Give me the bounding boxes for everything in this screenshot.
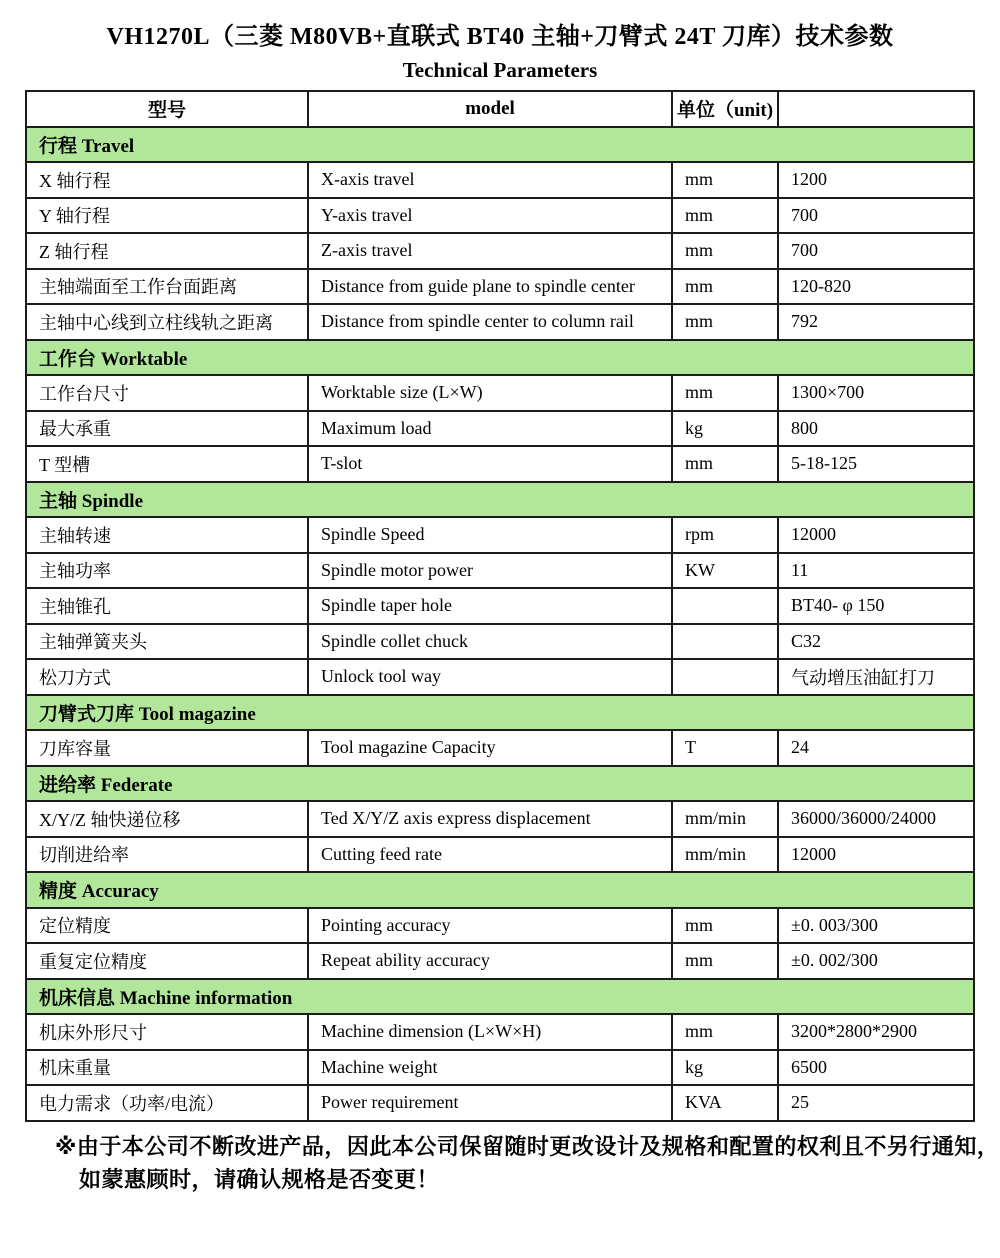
table-body [26, 127, 974, 1121]
row-value: 5-18-125 [778, 446, 974, 482]
table-row [26, 837, 974, 873]
section-header-label: 机床信息 Machine information [26, 979, 974, 1015]
row-label-cn: 刀库容量 [26, 730, 308, 766]
row-unit: rpm [672, 517, 778, 553]
section-header-row [26, 766, 974, 802]
row-label-cn: 主轴锥孔 [26, 588, 308, 624]
row-label-cn: 主轴转速 [26, 517, 308, 553]
section-header-row [26, 872, 974, 908]
section-header-label: 工作台 Worktable [26, 340, 974, 376]
table-row [26, 233, 974, 269]
row-unit: mm [672, 908, 778, 944]
row-unit [672, 624, 778, 660]
row-value: C32 [778, 624, 974, 660]
row-unit: mm [672, 269, 778, 305]
row-label-en: Ted X/Y/Z axis express displacement [308, 801, 672, 837]
row-value: 3200*2800*2900 [778, 1014, 974, 1050]
row-value: 6500 [778, 1050, 974, 1086]
row-label-en: Pointing accuracy [308, 908, 672, 944]
row-unit: T [672, 730, 778, 766]
row-unit: mm [672, 943, 778, 979]
row-label-en: Cutting feed rate [308, 837, 672, 873]
table-row [26, 908, 974, 944]
page-subtitle: Technical Parameters [402, 58, 598, 82]
row-value: 25 [778, 1085, 974, 1121]
row-label-cn: 重复定位精度 [26, 943, 308, 979]
row-label-en: Maximum load [308, 411, 672, 447]
row-label-en: Spindle collet chuck [308, 624, 672, 660]
row-label-en: X-axis travel [308, 162, 672, 198]
table-row [26, 375, 974, 411]
table-row [26, 1014, 974, 1050]
table-header-row [26, 91, 974, 127]
table-row [26, 411, 974, 447]
row-value: 700 [778, 233, 974, 269]
row-unit: KVA [672, 1085, 778, 1121]
table-row [26, 624, 974, 660]
row-label-cn: T 型槽 [26, 446, 308, 482]
row-label-en: Spindle motor power [308, 553, 672, 589]
row-label-cn: 松刀方式 [26, 659, 308, 695]
footnote-line-1: ※由于本公司不断改进产品，因此本公司保留随时更改设计及规格和配置的权利且不另行通知， [55, 1133, 1000, 1159]
row-label-cn: 主轴功率 [26, 553, 308, 589]
row-unit: KW [672, 553, 778, 589]
row-label-en: Z-axis travel [308, 233, 672, 269]
footnote [55, 1130, 1000, 1196]
row-unit: mm [672, 162, 778, 198]
technical-parameters-table [25, 90, 975, 1122]
row-label-en: Unlock tool way [308, 659, 672, 695]
row-value: 气动增压油缸打刀 [778, 659, 974, 695]
row-value: BT40- φ 150 [778, 588, 974, 624]
row-unit: mm [672, 198, 778, 234]
table-row [26, 553, 974, 589]
row-value: 12000 [778, 837, 974, 873]
section-header-label: 精度 Accuracy [26, 872, 974, 908]
row-label-en: Tool magazine Capacity [308, 730, 672, 766]
row-label-en: Spindle taper hole [308, 588, 672, 624]
section-header-label: 行程 Travel [26, 127, 974, 163]
row-label-en: Distance from spindle center to column rail [308, 304, 672, 340]
row-unit: mm [672, 446, 778, 482]
table-row [26, 730, 974, 766]
row-label-cn: X/Y/Z 轴快递位移 [26, 801, 308, 837]
table-row [26, 588, 974, 624]
row-label-cn: 工作台尺寸 [26, 375, 308, 411]
row-value: 24 [778, 730, 974, 766]
column-header-model-en: model [308, 91, 672, 127]
row-label-cn: Y 轴行程 [26, 198, 308, 234]
section-header-label: 主轴 Spindle [26, 482, 974, 518]
row-value: 700 [778, 198, 974, 234]
section-header-row [26, 695, 974, 731]
section-header-row [26, 979, 974, 1015]
row-unit: mm [672, 233, 778, 269]
table-row [26, 801, 974, 837]
section-header-row [26, 482, 974, 518]
row-label-en: Distance from guide plane to spindle center [308, 269, 672, 305]
row-value: 36000/36000/24000 [778, 801, 974, 837]
row-label-en: Worktable size (L×W) [308, 375, 672, 411]
table-row [26, 1085, 974, 1121]
section-header-label: 进给率 Federate [26, 766, 974, 802]
table-row [26, 269, 974, 305]
row-value: 11 [778, 553, 974, 589]
row-label-cn: X 轴行程 [26, 162, 308, 198]
row-label-en: Y-axis travel [308, 198, 672, 234]
column-header-model-cn: 型号 [26, 91, 308, 127]
row-value: 1200 [778, 162, 974, 198]
row-unit [672, 659, 778, 695]
row-label-cn: 主轴端面至工作台面距离 [26, 269, 308, 305]
row-label-cn: 主轴中心线到立柱线轨之距离 [26, 304, 308, 340]
row-label-en: T-slot [308, 446, 672, 482]
row-label-en: Machine weight [308, 1050, 672, 1086]
row-label-cn: 机床外形尺寸 [26, 1014, 308, 1050]
page-title: VH1270L（三菱 M80VB+直联式 BT40 主轴+刀臂式 24T 刀库）技术参数 [106, 24, 894, 50]
row-value: ±0. 002/300 [778, 943, 974, 979]
row-label-cn: 主轴弹簧夹头 [26, 624, 308, 660]
row-label-cn: 最大承重 [26, 411, 308, 447]
table-row [26, 162, 974, 198]
table-row [26, 198, 974, 234]
row-value: 120-820 [778, 269, 974, 305]
row-label-cn: 电力需求（功率/电流） [26, 1085, 308, 1121]
section-header-label: 刀臂式刀库 Tool magazine [26, 695, 974, 731]
column-header-unit: 单位（unit) [672, 91, 778, 127]
row-label-cn: Z 轴行程 [26, 233, 308, 269]
table-row [26, 1050, 974, 1086]
row-label-en: Machine dimension (L×W×H) [308, 1014, 672, 1050]
row-unit: mm [672, 1014, 778, 1050]
table-row [26, 943, 974, 979]
row-label-en: Power requirement [308, 1085, 672, 1121]
row-value: 12000 [778, 517, 974, 553]
row-unit: mm [672, 375, 778, 411]
row-unit [672, 588, 778, 624]
row-label-en: Repeat ability accuracy [308, 943, 672, 979]
row-value: 800 [778, 411, 974, 447]
table-row [26, 446, 974, 482]
row-value: ±0. 003/300 [778, 908, 974, 944]
row-unit: mm/min [672, 837, 778, 873]
row-value: 792 [778, 304, 974, 340]
table-row [26, 659, 974, 695]
row-unit: kg [672, 411, 778, 447]
row-value: 1300×700 [778, 375, 974, 411]
table-row [26, 517, 974, 553]
footnote-line-2: 如蒙惠顾时，请确认规格是否变更！ [79, 1166, 440, 1192]
row-label-cn: 机床重量 [26, 1050, 308, 1086]
row-unit: mm [672, 304, 778, 340]
section-header-row [26, 127, 974, 163]
section-header-row [26, 340, 974, 376]
row-label-cn: 切削进给率 [26, 837, 308, 873]
row-label-en: Spindle Speed [308, 517, 672, 553]
table-row [26, 304, 974, 340]
column-header-value [778, 91, 974, 127]
row-unit: kg [672, 1050, 778, 1086]
row-label-cn: 定位精度 [26, 908, 308, 944]
row-unit: mm/min [672, 801, 778, 837]
